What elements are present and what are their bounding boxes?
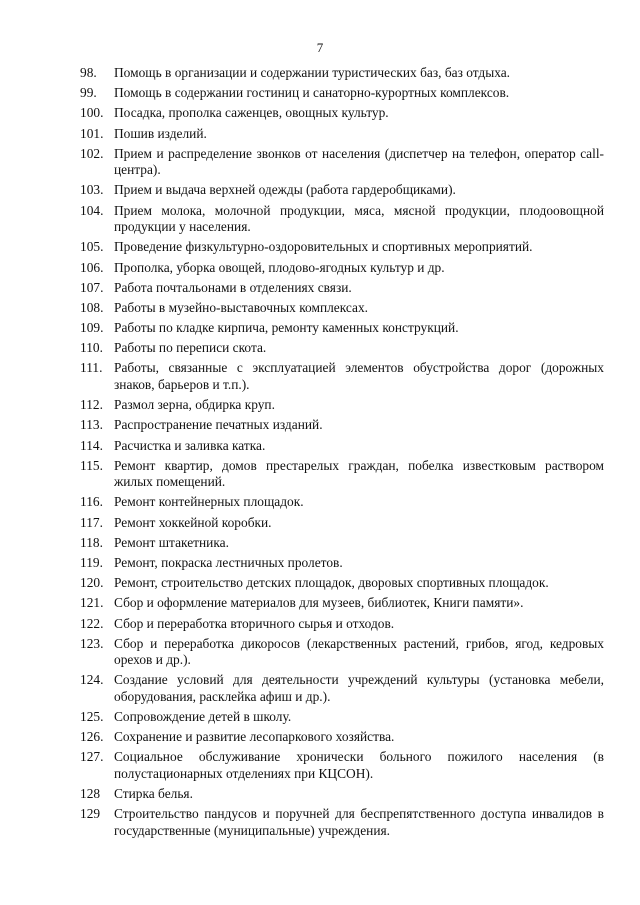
list-item — [80, 397, 604, 414]
item-number: 123. — [80, 635, 104, 651]
item-text: Размол зерна, обдирка круп. — [114, 397, 275, 413]
list-item — [80, 65, 604, 82]
list-item — [80, 85, 604, 102]
list-item — [80, 300, 604, 317]
list-item — [80, 203, 604, 236]
item-number: 116. — [80, 494, 103, 510]
item-text: Социальное обслуживание хронически больного пожилого населения (в полустационарных отделениях при КЦСОН). — [114, 749, 604, 781]
item-text: Работы в музейно-выставочных комплексах. — [114, 299, 369, 315]
list-item — [80, 616, 604, 633]
list-item — [80, 126, 604, 143]
item-number: 101. — [80, 125, 104, 141]
page-number: 7 — [316, 40, 324, 55]
item-number: 119. — [80, 554, 103, 570]
item-text: Работы по переписи скота. — [114, 340, 267, 356]
item-text: Сбор и оформление материалов для музеев, библиотек, Книги памяти». — [114, 595, 524, 611]
item-text: Помощь в организации и содержании туристических баз, баз отдыха. — [114, 65, 511, 80]
list-item — [80, 105, 604, 122]
item-number: 102. — [80, 145, 104, 161]
item-number: 100. — [80, 105, 104, 121]
item-text: Пошив изделий. — [114, 125, 207, 141]
item-text: Проведение физкультурно-оздоровительных и спортивных мероприятий. — [114, 239, 533, 255]
list-item — [80, 438, 604, 455]
item-number: 115. — [80, 457, 103, 473]
item-text: Ремонт, покраска лестничных пролетов. — [114, 554, 343, 570]
item-text: Стирка белья. — [114, 786, 193, 802]
item-number: 99. — [80, 85, 97, 101]
item-text: Работы по кладке кирпича, ремонту каменных конструкций. — [114, 320, 459, 336]
list-item — [80, 515, 604, 532]
item-text: Ремонт квартир, домов престарелых граждан, побелка известковым раствором жилых помещений. — [114, 457, 604, 490]
item-text: Посадка, прополка саженцев, овощных культур. — [114, 105, 389, 121]
item-number: 129 — [80, 806, 101, 822]
item-number: 98. — [80, 65, 97, 80]
item-text: Работы, связанные с эксплуатацией элементов обустройства дорог (дорожных знаков, барьеров и т.п.). — [114, 360, 604, 392]
item-text: Сохранение и развитие лесопаркового хозяйства. — [114, 729, 395, 745]
item-text: Ремонт, строительство детских площадок, дворовых спортивных площадок. — [114, 575, 549, 591]
list-item — [80, 494, 604, 511]
item-number: 128 — [80, 786, 101, 802]
item-number: 111. — [80, 360, 103, 376]
item-number: 126. — [80, 729, 104, 745]
item-text: Прием и выдача верхней одежды (работа гардеробщиками). — [114, 182, 456, 198]
list-item — [80, 239, 604, 256]
list-item — [80, 709, 604, 726]
list-item — [80, 595, 604, 612]
list-item — [80, 786, 604, 803]
list-item — [80, 320, 604, 337]
item-number: 109. — [80, 320, 104, 336]
item-number: 120. — [80, 575, 104, 591]
item-number: 113. — [80, 417, 103, 433]
item-text: Строительство пандусов и поручней для беспрепятственного доступа инвалидов в государственные (муниципальные) учреждения. — [114, 806, 604, 838]
item-number: 107. — [80, 279, 104, 295]
item-number: 124. — [80, 672, 104, 688]
list-item — [80, 555, 604, 572]
item-number: 110. — [80, 340, 103, 356]
item-number: 127. — [80, 749, 104, 765]
item-text: Работа почтальонами в отделениях связи. — [114, 279, 352, 295]
list-item — [80, 182, 604, 199]
item-number: 121. — [80, 595, 104, 611]
item-number: 105. — [80, 239, 104, 255]
item-text: Прием молока, молочной продукции, мяса, мясной продукции, плодоовощной продукции у населения. — [114, 202, 604, 235]
list-item — [80, 417, 604, 434]
list-item — [80, 340, 604, 357]
list-item — [80, 575, 604, 592]
list-item — [80, 729, 604, 746]
item-text: Распространение печатных изданий. — [114, 417, 323, 433]
item-number: 122. — [80, 615, 104, 631]
item-number: 117. — [80, 514, 103, 530]
item-text: Ремонт хоккейной коробки. — [114, 514, 272, 530]
list-item — [80, 360, 604, 393]
list-item — [80, 749, 604, 782]
item-number: 103. — [80, 182, 104, 198]
item-number: 118. — [80, 534, 103, 550]
item-number: 125. — [80, 709, 104, 725]
list-item — [80, 672, 604, 705]
list-item — [80, 280, 604, 297]
list-item — [80, 260, 604, 277]
item-text: Сбор и переработка дикоросов (лекарственных растений, грибов, ягод, кедровых орехов и др.). — [114, 635, 604, 668]
item-number: 106. — [80, 259, 104, 275]
work-types-list — [80, 65, 604, 843]
item-number: 112. — [80, 397, 103, 413]
item-number: 104. — [80, 202, 104, 218]
list-item — [80, 458, 604, 491]
item-text: Создание условий для деятельности учреждений культуры (установка мебели, оборудования, расклейка афиш и др.). — [114, 672, 604, 704]
list-item — [80, 535, 604, 552]
item-text: Ремонт контейнерных площадок. — [114, 494, 304, 510]
item-text: Сбор и переработка вторичного сырья и отходов. — [114, 615, 395, 631]
list-item — [80, 636, 604, 669]
item-number: 108. — [80, 299, 104, 315]
item-text: Ремонт штакетника. — [114, 534, 229, 550]
item-text: Расчистка и заливка катка. — [114, 437, 266, 453]
item-text: Сопровождение детей в школу. — [114, 709, 292, 725]
list-item — [80, 806, 604, 839]
list-item — [80, 146, 604, 179]
item-text: Помощь в содержании гостиниц и санаторно-курортных комплексов. — [114, 85, 510, 101]
item-number: 114. — [80, 437, 103, 453]
item-text: Прополка, уборка овощей, плодово-ягодных культур и др. — [114, 259, 445, 275]
item-text: Прием и распределение звонков от населения (диспетчер на телефон, оператор call-центра). — [114, 145, 604, 178]
